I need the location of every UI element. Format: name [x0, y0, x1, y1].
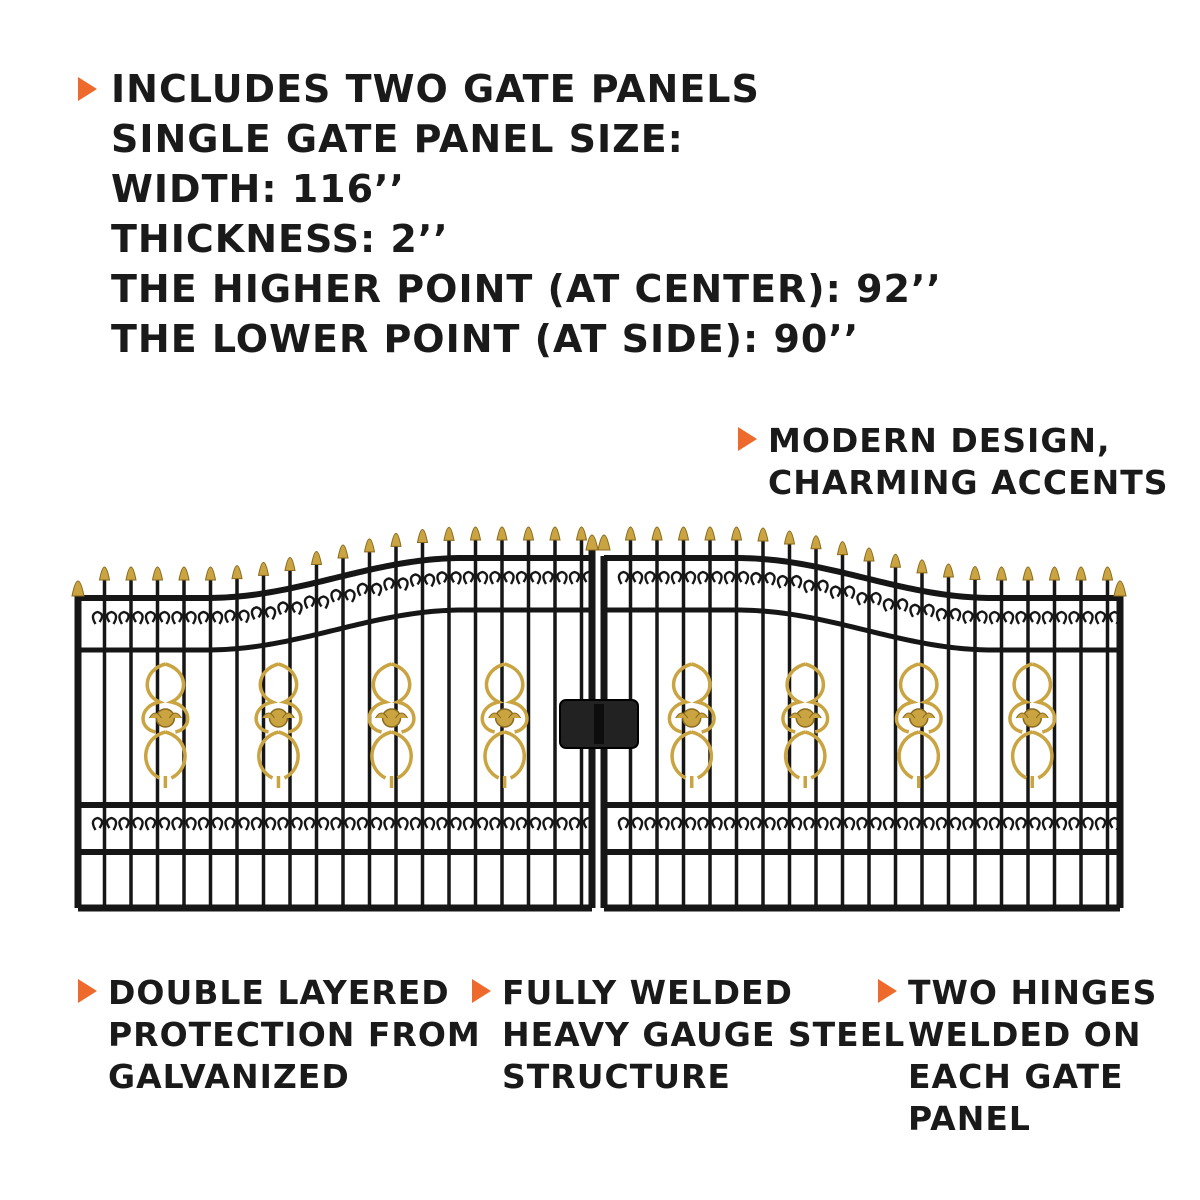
finial-icon: [1103, 567, 1113, 580]
finial-icon: [864, 548, 874, 561]
bullet-arrow-icon: [472, 979, 491, 1003]
bullet-arrow-icon: [78, 77, 97, 101]
finial-icon: [471, 527, 481, 540]
finial-icon: [626, 527, 636, 540]
callout-welded-line-1: FULLY WELDED: [502, 973, 793, 1012]
specifications-block: [78, 64, 942, 364]
finial-icon: [586, 535, 598, 550]
callout-welded-line-2: HEAVY GAUGE STEEL: [502, 1015, 906, 1054]
finial-icon: [444, 527, 454, 540]
spec-line-panels: [78, 64, 942, 114]
finial-icon: [1023, 567, 1033, 580]
spec-width-text: WIDTH: 116’’: [111, 167, 405, 211]
finial-icon: [917, 560, 927, 573]
finial-icon: [232, 566, 242, 579]
finial-icon: [1114, 581, 1126, 596]
finial-icon: [497, 527, 507, 540]
callout-hinges: [878, 972, 1157, 1140]
finial-icon: [652, 527, 662, 540]
finial-icon: [944, 564, 954, 577]
spec-line-size: [78, 114, 942, 164]
gold-scroll-icon: [1013, 732, 1052, 788]
bullet-arrow-icon: [738, 427, 757, 451]
spec-line-higher-point: [78, 264, 942, 314]
finial-icon: [1076, 567, 1086, 580]
finial-icon: [785, 531, 795, 544]
finial-icon: [732, 527, 742, 540]
finial-icon: [705, 527, 715, 540]
finial-icon: [72, 581, 84, 596]
spec-thickness-text: THICKNESS: 2’’: [111, 217, 449, 261]
callout-protection-line-3: GALVANIZED: [108, 1057, 350, 1096]
finial-icon: [338, 545, 348, 558]
spec-line-thickness: [78, 214, 942, 264]
bullet-arrow-icon: [78, 979, 97, 1003]
callout-design-line-2: CHARMING ACCENTS: [768, 463, 1169, 502]
gold-scroll-icon: [372, 732, 411, 788]
finial-icon: [811, 536, 821, 549]
finial-icon: [1050, 567, 1060, 580]
double-gate-image: [0, 490, 1200, 930]
bullet-arrow-icon: [878, 979, 897, 1003]
spec-size-text: SINGLE GATE PANEL SIZE:: [111, 117, 684, 161]
finial-icon: [524, 527, 534, 540]
gold-scroll-icon: [672, 732, 711, 788]
callout-hinges-line-2: WELDED ON: [908, 1015, 1142, 1054]
finial-icon: [365, 539, 375, 552]
finial-icon: [550, 527, 560, 540]
finial-icon: [679, 527, 689, 540]
finial-icon: [259, 562, 269, 575]
finial-icon: [312, 551, 322, 564]
finial-icon: [838, 542, 848, 555]
callout-welded: [472, 972, 905, 1098]
finial-icon: [598, 535, 610, 550]
finial-icon: [153, 567, 163, 580]
callout-protection-line-2: PROTECTION FROM: [108, 1015, 481, 1054]
callout-protection: [78, 972, 481, 1098]
finial-icon: [206, 567, 216, 580]
finial-icon: [970, 566, 980, 579]
latch-bolt: [594, 704, 604, 744]
finial-icon: [418, 529, 428, 542]
finial-icon: [179, 567, 189, 580]
spec-lower-point-text: THE LOWER POINT (AT SIDE): 90’’: [111, 317, 860, 361]
finial-icon: [758, 528, 768, 541]
spec-panels-text: INCLUDES TWO GATE PANELS: [111, 67, 760, 111]
finial-icon: [126, 567, 136, 580]
callout-protection-line-1: DOUBLE LAYERED: [108, 973, 450, 1012]
gold-scroll-icon: [146, 732, 185, 788]
spec-line-lower-point: [78, 314, 942, 364]
finial-icon: [891, 554, 901, 567]
finial-icon: [391, 533, 401, 546]
callout-hinges-line-1: TWO HINGES: [908, 973, 1158, 1012]
finial-icon: [100, 567, 110, 580]
callout-welded-line-3: STRUCTURE: [502, 1057, 731, 1096]
gold-scroll-icon: [786, 732, 825, 788]
callout-hinges-line-4: PANEL: [908, 1099, 1031, 1138]
finial-icon: [997, 567, 1007, 580]
gold-scroll-icon: [485, 732, 524, 788]
callout-hinges-line-3: EACH GATE: [908, 1057, 1124, 1096]
finial-icon: [285, 557, 295, 570]
spec-higher-point-text: THE HIGHER POINT (AT CENTER): 92’’: [111, 267, 942, 311]
finial-icon: [577, 527, 587, 540]
callout-design-line-1: MODERN DESIGN,: [768, 421, 1111, 460]
gold-scroll-icon: [899, 732, 938, 788]
spec-line-width: [78, 164, 942, 214]
